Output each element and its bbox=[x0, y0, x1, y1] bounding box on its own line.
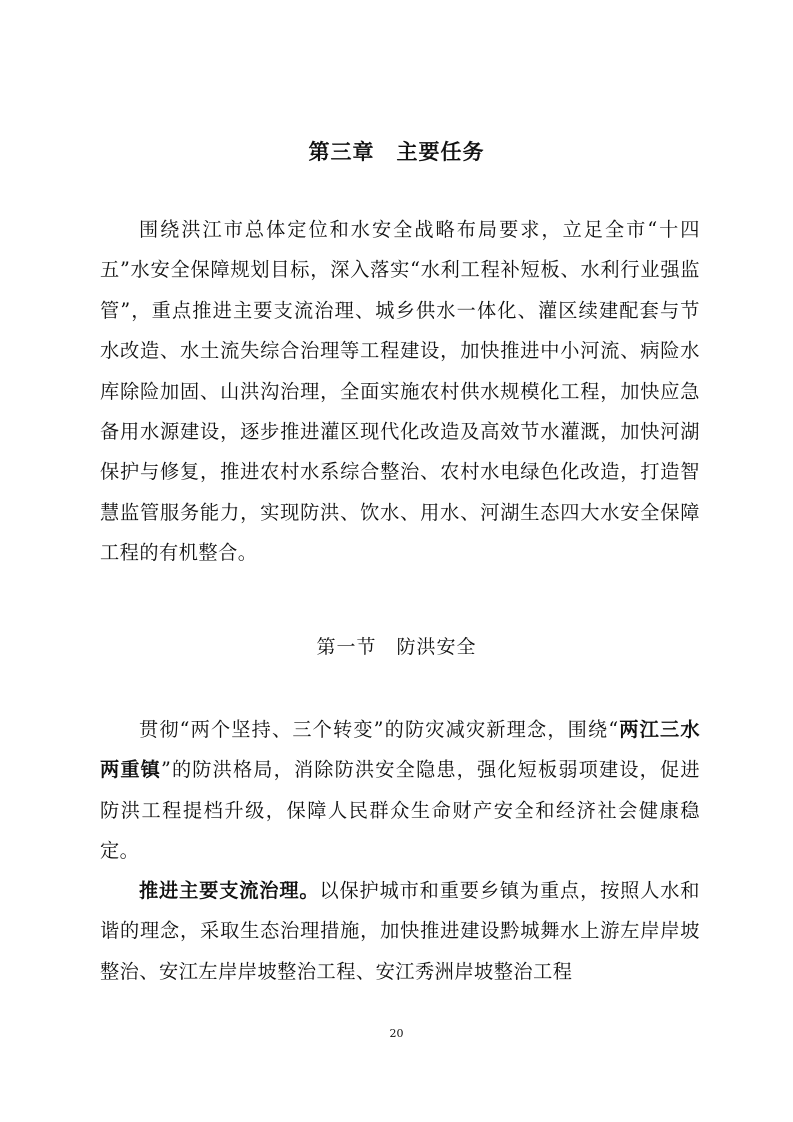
tributary-paragraph bbox=[100, 871, 700, 992]
chapter-title: 第三章 主要任务 bbox=[308, 140, 485, 164]
paragraph-text-suffix: ”的防洪格局，消除防洪安全隐患，强化短板弱项建设，促进防洪工程提档升级，保障人民群众生命财产安全和经济社会健康稳定。 bbox=[100, 758, 701, 863]
bold-keyword: 两江三水两重镇 bbox=[100, 718, 701, 782]
paragraph-text-prefix: 贯彻“两个坚持、三个转变”的防灾减灾新理念，围绕“ bbox=[139, 718, 619, 741]
section-title: 第一节 防洪安全 bbox=[316, 636, 477, 658]
paragraph-body-text: 以保护城市和重要乡镇为重点，按照人水和谐的理念，采取生态治理措施，加快推进建设黔城舞水上游左岸岸坡整治、安江左岸岸坡整治工程、安江秀洲岸坡整治工程 bbox=[100, 879, 700, 983]
page-number: 20 bbox=[389, 1027, 404, 1040]
paragraph-lead-heading: 推进主要支流治理。 bbox=[139, 879, 320, 902]
intro-paragraph: 围绕洪江市总体定位和水安全战略布局要求，立足全市“十四五”水安全保障规划目标，深入落实“水利工程补短板、水利行业强监管”，重点推进主要支流治理、城乡供水一体化、灌区续建配套与节水改造、水土流失综合治理等工程建设，加快推进中小河流、病险水库除险加固、山洪沟治理，全面实施农村供水规模化工程，加快应急备用水源建设，逐步推进灌区现代化改造及高效节水灌溉，加快河湖保护与修复，推进农村水系综合整治、农村水电绿色化改造，打造智慧监管服务能力，实现防洪、饮水、用水、河湖生态四大水安全保障工程的有机整合。 bbox=[100, 218, 700, 565]
flood-safety-paragraph bbox=[100, 710, 700, 872]
